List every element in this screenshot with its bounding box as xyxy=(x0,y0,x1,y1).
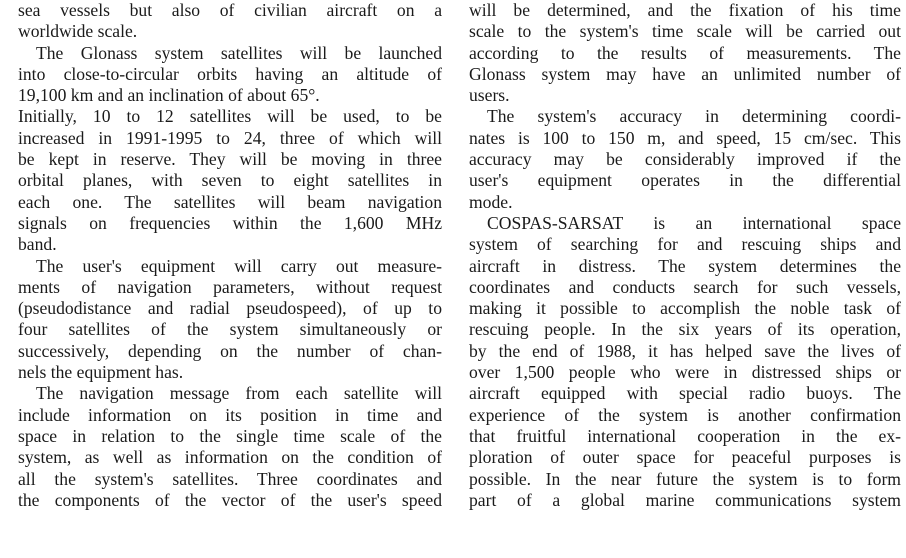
text-line: (pseudodistance and radial pseudospeed), of up to xyxy=(18,298,442,319)
text-line: all the system's satellites. Three coordinates and xyxy=(18,468,442,489)
text-line: The Glonass system satellites will be launched xyxy=(36,42,442,63)
right-column xyxy=(469,0,901,511)
text-line: The system's accuracy in determining coordi- xyxy=(487,106,901,127)
text-line: band. xyxy=(18,234,57,255)
text-line: scale to the system's time scale will be carried out xyxy=(469,21,901,42)
text-line: four satellites of the system simultaneously or xyxy=(18,319,442,340)
text-line: into close-to-circular orbits having an altitude of xyxy=(18,63,442,84)
text-line: increased in 1991-1995 to 24, three of which will xyxy=(18,127,442,148)
text-line: signals on frequencies within the 1,600 MHz xyxy=(18,212,442,233)
text-line: over 1,500 people who were in distressed ships or xyxy=(469,362,901,383)
text-line: nates is 100 to 150 m, and speed, 15 cm/sec. This xyxy=(469,127,901,148)
text-line: ments of navigation parameters, without request xyxy=(18,276,442,297)
text-line: aircraft equipped with special radio buoys. The xyxy=(469,383,901,404)
text-line: that fruitful international cooperation in the ex- xyxy=(469,425,901,446)
text-line: include information on its position in time and xyxy=(18,404,442,425)
text-line: part of a global marine communications system xyxy=(469,489,901,510)
text-line: system of searching for and rescuing ships and xyxy=(469,234,901,255)
text-line: according to the results of measurements. The xyxy=(469,42,901,63)
text-line: successively, depending on the number of chan- xyxy=(18,340,442,361)
text-line: COSPAS-SARSAT is an international space xyxy=(487,212,901,233)
text-line: nels the equipment has. xyxy=(18,362,184,383)
text-line: aircraft in distress. The system determines the xyxy=(469,255,901,276)
text-line: sea vessels but also of civilian aircraft on a xyxy=(18,0,442,20)
left-column xyxy=(18,0,442,511)
text-line: mode. xyxy=(469,191,513,212)
text-line: the components of the vector of the user's speed xyxy=(18,489,442,510)
text-line: Initially, 10 to 12 satellites will be used, to be xyxy=(18,106,442,127)
text-line: possible. In the near future the system is to form xyxy=(469,468,901,489)
text-line: will be determined, and the fixation of his time xyxy=(469,0,901,20)
text-line: experience of the system is another confirmation xyxy=(469,404,901,425)
text-line: accuracy may be considerably improved if the xyxy=(469,149,901,170)
text-line: user's equipment operates in the differential xyxy=(469,170,901,191)
text-line: The navigation message from each satellite will xyxy=(36,383,442,404)
text-line: ploration of outer space for peaceful purposes is xyxy=(469,447,901,468)
text-line: be kept in reserve. They will be moving in three xyxy=(18,149,442,170)
text-line: worldwide scale. xyxy=(18,21,138,42)
text-line: system, as well as information on the condition of xyxy=(18,447,442,468)
text-line: coordinates and conducts search for such vessels, xyxy=(469,276,901,297)
text-line: by the end of 1988, it has helped save the lives of xyxy=(469,340,901,361)
text-line: each one. The satellites will beam navigation xyxy=(18,191,442,212)
text-line: space in relation to the single time scale of the xyxy=(18,425,442,446)
text-line: orbital planes, with seven to eight satellites in xyxy=(18,170,442,191)
text-line: making it possible to accomplish the noble task of xyxy=(469,298,901,319)
text-line: Glonass system may have an unlimited number of xyxy=(469,63,901,84)
text-line: users. xyxy=(469,85,510,106)
text-line: rescuing people. In the six years of its operation, xyxy=(469,319,901,340)
text-line: The user's equipment will carry out measure- xyxy=(36,255,442,276)
text-line: 19,100 km and an inclination of about 65°. xyxy=(18,85,320,106)
